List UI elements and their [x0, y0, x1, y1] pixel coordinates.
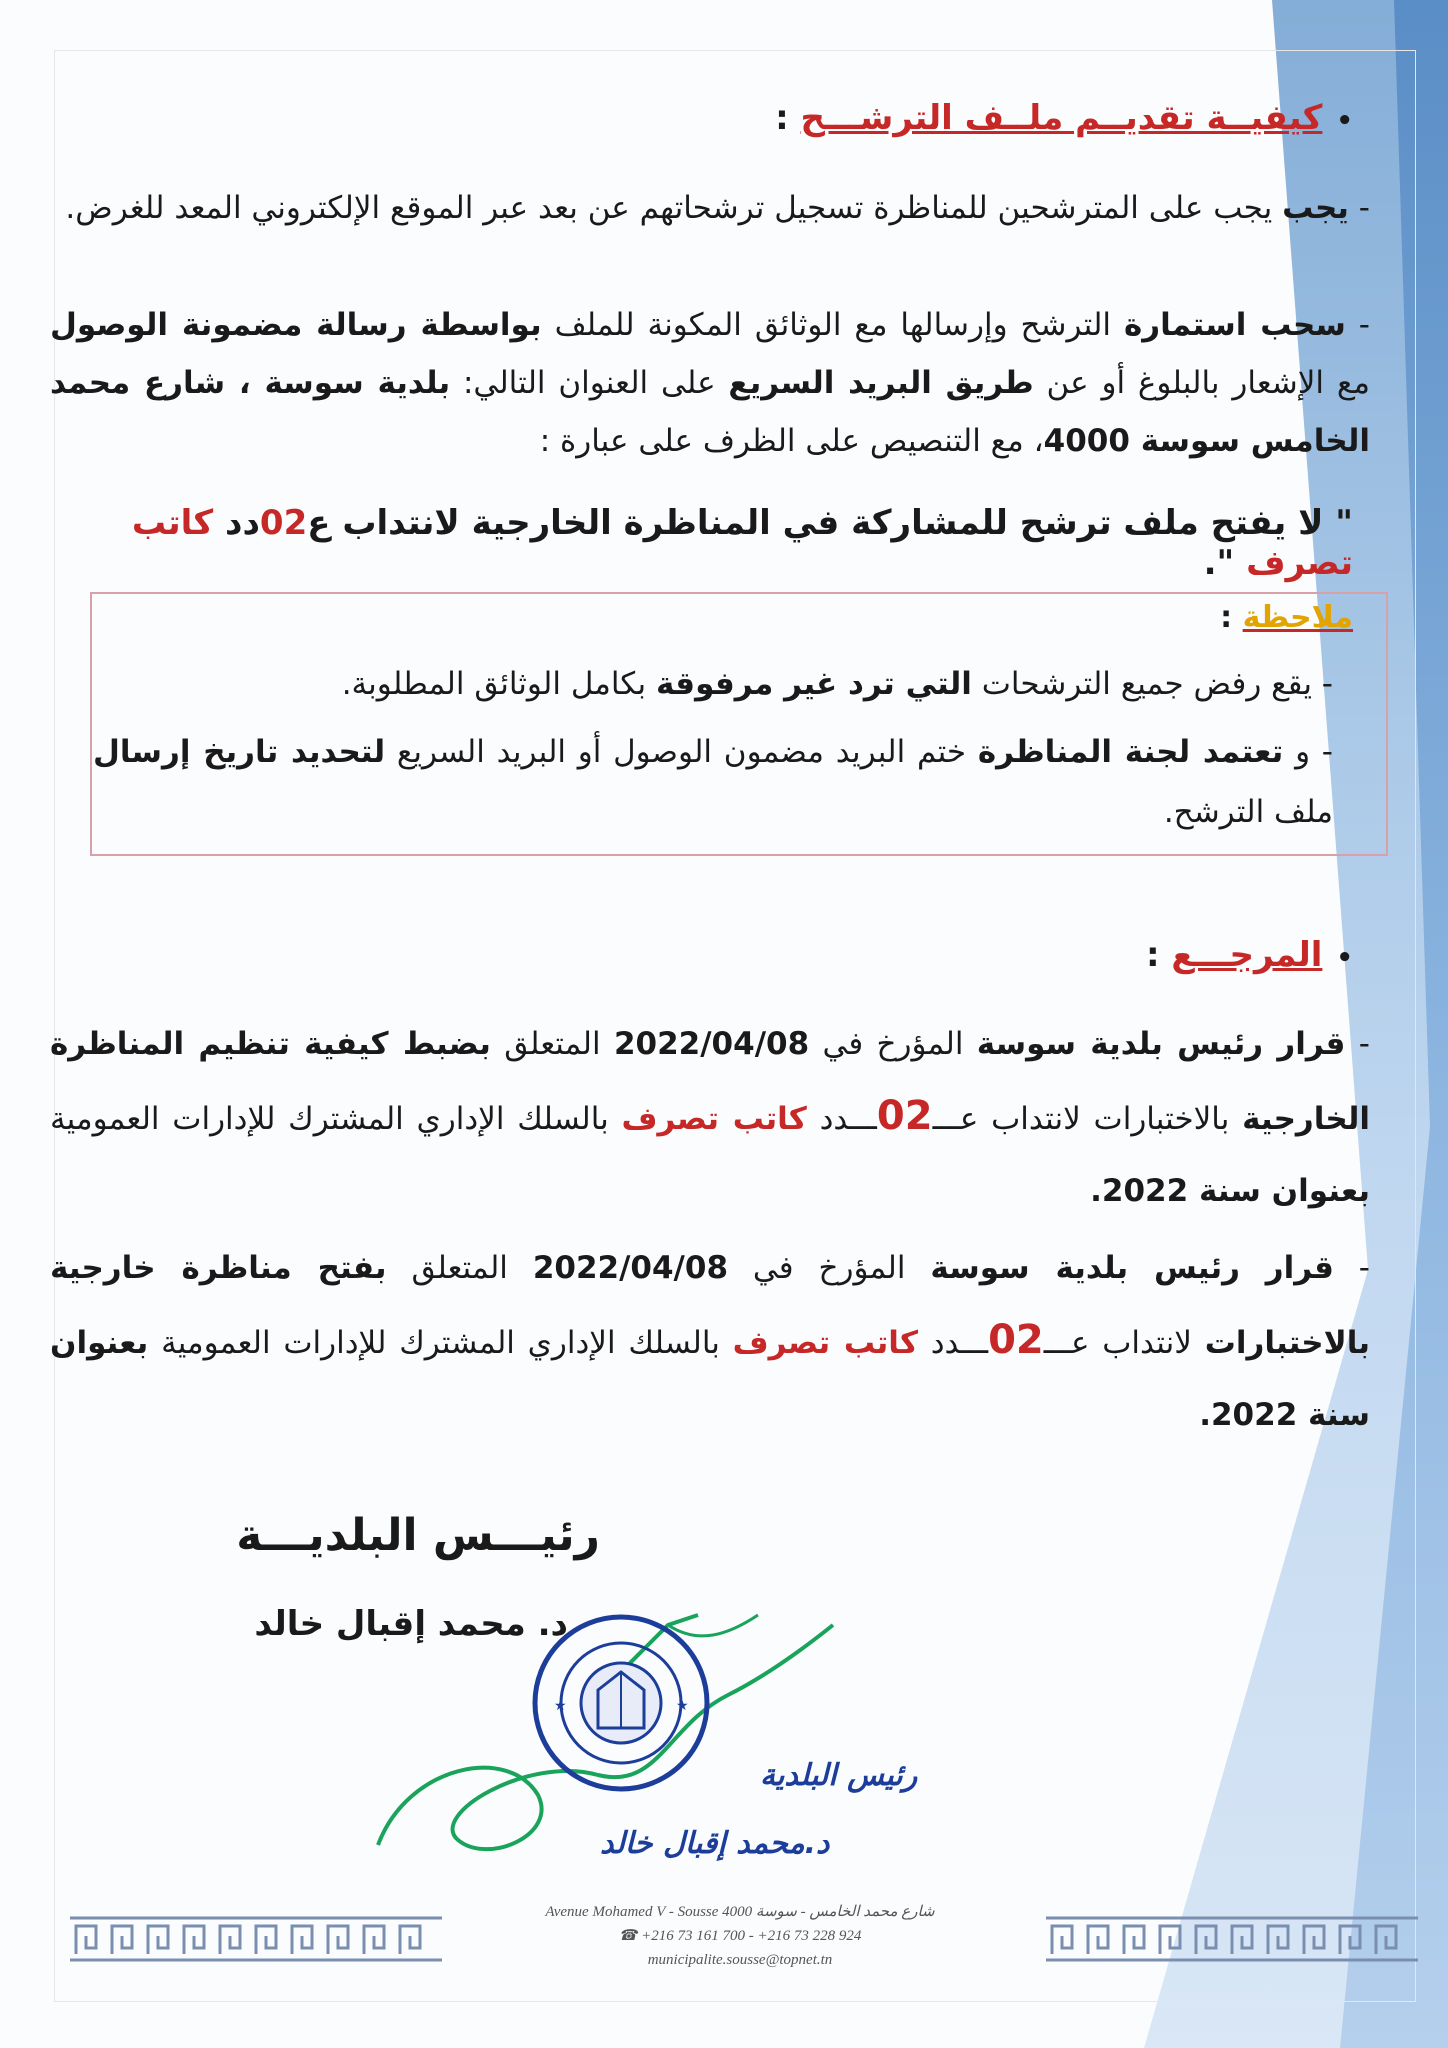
submission-item-2: - سحب استمارة الترشح وإرسالها مع الوثائق المكونة للملف بواسطة رسالة مضمونة الوصول مع الإشعار بالبلوغ أو عن طريق البريد السريع على العنوان التالي: بلدية سوسة ، شارع محمد الخامس سوسة 4000، مع التنصيص على الظرف على عبارة : — [50, 307, 1370, 459]
section-heading-submission: •كيفيــة تقديــم ملــف الترشـــح : — [775, 98, 1353, 138]
greek-key-border-left — [70, 1910, 442, 1968]
svg-text:★: ★ — [554, 1698, 567, 1714]
note-item-2: - و تعتمد لجنة المناظرة ختم البريد مضمون الوصول أو البريد السريع لتحديد تاريخ إرسال ملف الترشح. — [93, 734, 1333, 830]
footer-address: Avenue Mohamed V - Sousse 4000 شارع محمد الخامس - سوسة — [545, 1904, 935, 1920]
bullet-icon: • — [1336, 106, 1353, 136]
letterhead-footer — [470, 1900, 1010, 1972]
submission-item-1: - يجب يجب على المترشحين للمناظرة تسجيل ترشحاتهم عن بعد عبر الموقع الإلكتروني المعد للغرض. — [65, 190, 1370, 226]
heading-text: كيفيــة تقديــم ملــف الترشـــح — [800, 98, 1323, 138]
footer-email: municipalite.sousse@topnet.tn — [647, 1952, 833, 1968]
signatory-name: د. محمد إقبال خالد — [254, 1604, 568, 1644]
bullet-icon: • — [1336, 943, 1353, 973]
signatory-title: رئيـــس البلديـــة — [236, 1510, 600, 1561]
stamp-name: د.محمد إقبال خالد — [600, 1826, 830, 1861]
required-envelope-phrase: " لا يفتح ملف ترشح للمشاركة في المناظرة الخارجية لانتداب ع02دد كاتب تصرف ". — [131, 503, 1353, 583]
svg-text:★: ★ — [676, 1698, 689, 1714]
official-seal — [528, 1610, 714, 1796]
note-title: ملاحظة : — [1220, 600, 1353, 635]
stamp-title: رئيس البلدية — [760, 1758, 918, 1793]
section-heading-references: •المرجـــع : — [1145, 935, 1353, 975]
reference-item-2: - قرار رئيس بلدية سوسة المؤرخ في 2022/04/08 المتعلق بفتح مناظرة خارجية بالاختبارات لانتداب عـــ02ـــدد كاتب تصرف بالسلك الإداري المشترك للإدارات العمومية بعنوان سنة 2022. — [50, 1250, 1370, 1433]
greek-key-border-right — [1046, 1910, 1418, 1968]
note-item-1: - يقع رفض جميع الترشحات التي ترد غير مرفوقة بكامل الوثائق المطلوبة. — [341, 666, 1333, 702]
footer-phones: ☎ +216 73 161 700 - +216 73 228 924 — [618, 1928, 862, 1944]
reference-item-1: - قرار رئيس بلدية سوسة المؤرخ في 2022/04/08 المتعلق بضبط كيفية تنظيم المناظرة الخارجية بالاختبارات لانتداب عـــ02ـــدد كاتب تصرف بالسلك الإداري المشترك للإدارات العمومية بعنوان سنة 2022. — [50, 1026, 1371, 1209]
